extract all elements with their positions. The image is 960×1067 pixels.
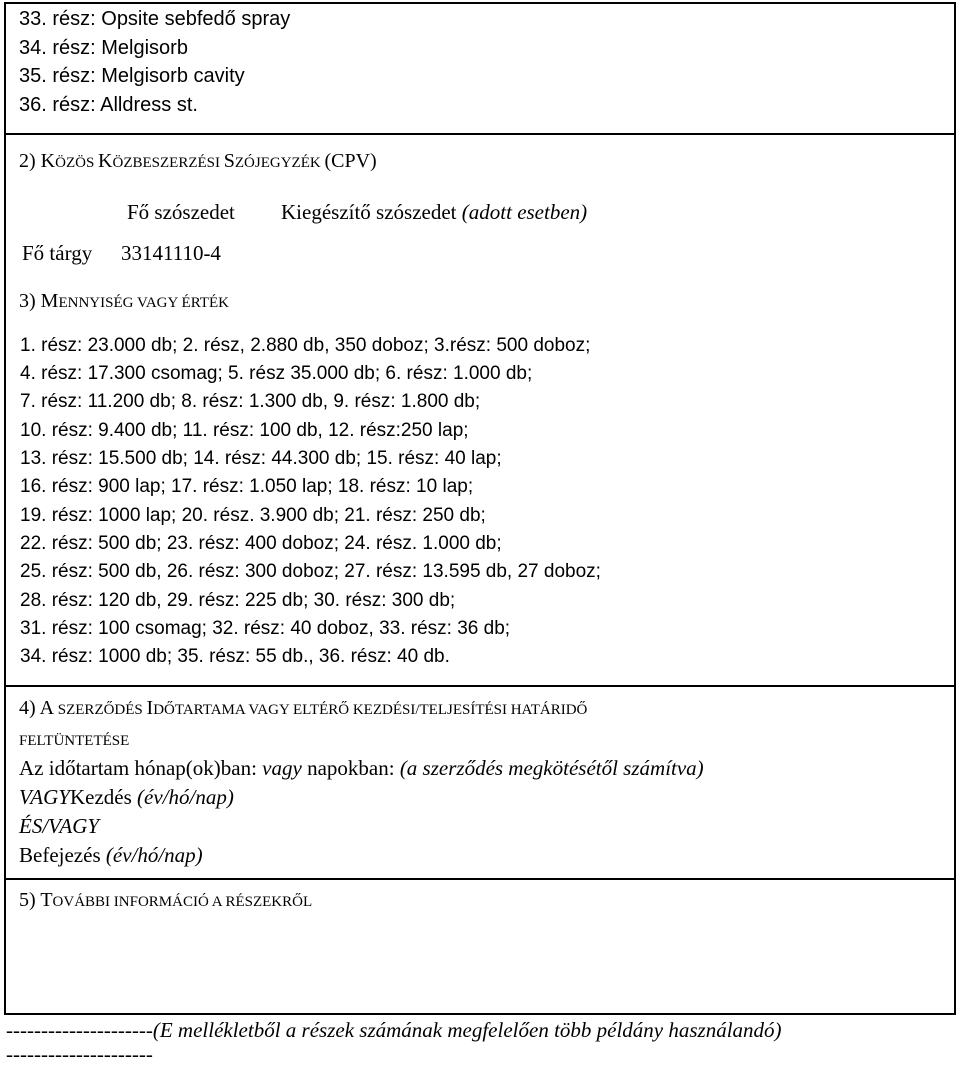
section-number: 4) [19,697,40,719]
section-number: 2) [19,150,41,172]
cpv-supplementary-vocabulary-header: Kiegészítő szószedet (adott esetben) [281,200,588,224]
quantity-line: 34. rész: 1000 db; 35. rész: 55 db., 36. rész: 40 db. [20,646,450,667]
quantity-line: 7. rész: 11.200 db; 8. rész: 1.300 db, 9. rész: 1.800 db; [20,391,481,412]
part-line: 34. rész: Melgisorb [19,37,188,59]
duration-heading-cont: FELTÜNTETÉSE [19,733,130,749]
footer-dashes: --------------------- [6,1018,153,1042]
cpv-main-object-value: 33141110-4 [121,241,221,265]
end-date-line: Befejezés (év/hó/nap) [19,843,203,867]
quantity-line: 31. rész: 100 csomag; 32. rész: 40 doboz, 33. rész: 36 db; [20,618,511,639]
and-or-label: ÉS/VAGY [19,814,100,838]
quantity-line: 28. rész: 120 db, 29. rész: 225 db; 30. rész: 300 db; [20,590,456,611]
quantity-line: 25. rész: 500 db, 26. rész: 300 doboz; 27. rész: 13.595 db, 27 doboz; [20,561,601,582]
start-date-line: VAGYKezdés (év/hó/nap) [19,785,234,809]
section-number: 5) [19,889,41,911]
quantity-line: 13. rész: 15.500 db; 14. rész: 44.300 db; 15. rész: 40 lap; [20,448,502,469]
footer-note-text: (E mellékletből a részek számának megfelelően több példány használandó) [152,1018,782,1042]
quantity-line: 22. rész: 500 db; 23. rész: 400 doboz; 24. rész. 1.000 db; [20,533,502,554]
cpv-main-object-label: Fő tárgy [22,241,93,265]
duration-heading: 4) A SZERZŐDÉS IDŐTARTAMA VAGY ELTÉRŐ KEZDÉSI/TELJESÍTÉSI HATÁRIDŐ [19,697,588,719]
quantity-line: 19. rész: 1000 lap; 20. rész. 3.900 db; 21. rész: 250 db; [20,505,486,526]
footer-note [6,1018,782,1043]
section-number: 3) [19,290,41,312]
cpv-main-vocabulary-header: Fő szószedet [127,200,235,224]
cpv-heading: 2) KÖZÖS KÖZBESZERZÉSI SZÓJEGYZÉK (CPV) [19,150,377,172]
quantity-line: 1. rész: 23.000 db; 2. rész, 2.880 db, 350 doboz; 3.rész: 500 doboz; [20,335,591,356]
duration-months-line: Az időtartam hónap(ok)ban: vagy napokban: (a szerződés megkötésétől számítva) [19,756,704,780]
part-line: 33. rész: Opsite sebfedő spray [19,8,291,30]
part-line: 36. rész: Alldress st. [19,94,198,116]
quantity-line: 16. rész: 900 lap; 17. rész: 1.050 lap; 18. rész: 10 lap; [20,476,474,497]
quantity-line: 4. rész: 17.300 csomag; 5. rész 35.000 db; 6. rész: 1.000 db; [20,363,533,384]
additional-info-heading: 5) TOVÁBBI INFORMÁCIÓ A RÉSZEKRŐL [19,889,313,911]
quantity-line: 10. rész: 9.400 db; 11. rész: 100 db, 12. rész:250 lap; [20,420,469,441]
footer-dashes-second: --------------------- [6,1042,153,1066]
part-line: 35. rész: Melgisorb cavity [19,65,245,87]
quantity-heading: 3) MENNYISÉG VAGY ÉRTÉK [19,290,229,312]
